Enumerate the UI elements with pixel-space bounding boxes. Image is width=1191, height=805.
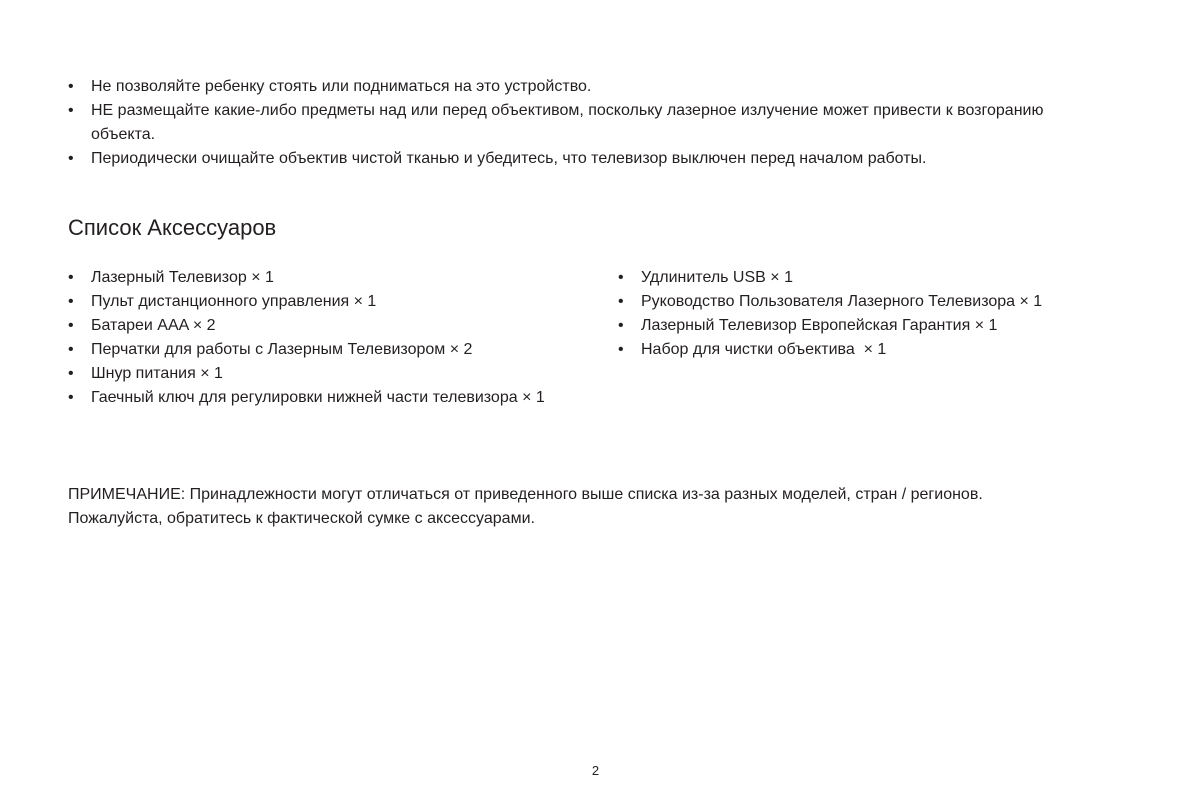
list-item: • Набор для чистки объектива × 1: [618, 338, 1158, 362]
list-item: • Батареи AAA × 2: [68, 314, 608, 338]
page-number: 2: [591, 763, 600, 778]
list-item: • Не позволяйте ребенку стоять или подниматься на это устройство.: [68, 75, 1078, 99]
safety-list: [68, 75, 1078, 171]
note-paragraph: [68, 483, 1148, 531]
list-item: • Гаечный ключ для регулировки нижней части телевизора × 1: [68, 386, 608, 410]
list-item: • НЕ размещайте какие-либо предметы над или перед объективом, поскольку лазерное излучение может привести к возгоранию объекта.: [68, 99, 1078, 147]
list-item: • Руководство Пользователя Лазерного Телевизора × 1: [618, 290, 1158, 314]
list-item: • Удлинитель USB × 1: [618, 266, 1158, 290]
accessories-list-left: [68, 266, 608, 410]
section-title: Список Аксессуаров: [68, 215, 277, 240]
note-line: Пожалуйста, обратитесь к фактической сумке с аксессуарами.: [68, 510, 535, 527]
accessories-list-right: [618, 266, 1158, 362]
list-item: • Пульт дистанционного управления × 1: [68, 290, 608, 314]
note-line: ПРИМЕЧАНИЕ: Принадлежности могут отличаться от приведенного выше списка из-за разных моделей, стран / регионов.: [68, 486, 983, 503]
list-item: • Шнур питания × 1: [68, 362, 608, 386]
list-item: • Периодически очищайте объектив чистой тканью и убедитесь, что телевизор выключен перед началом работы.: [68, 147, 1078, 171]
list-item: • Лазерный Телевизор Европейская Гарантия × 1: [618, 314, 1158, 338]
list-item: • Лазерный Телевизор × 1: [68, 266, 608, 290]
list-item: • Перчатки для работы с Лазерным Телевизором × 2: [68, 338, 608, 362]
